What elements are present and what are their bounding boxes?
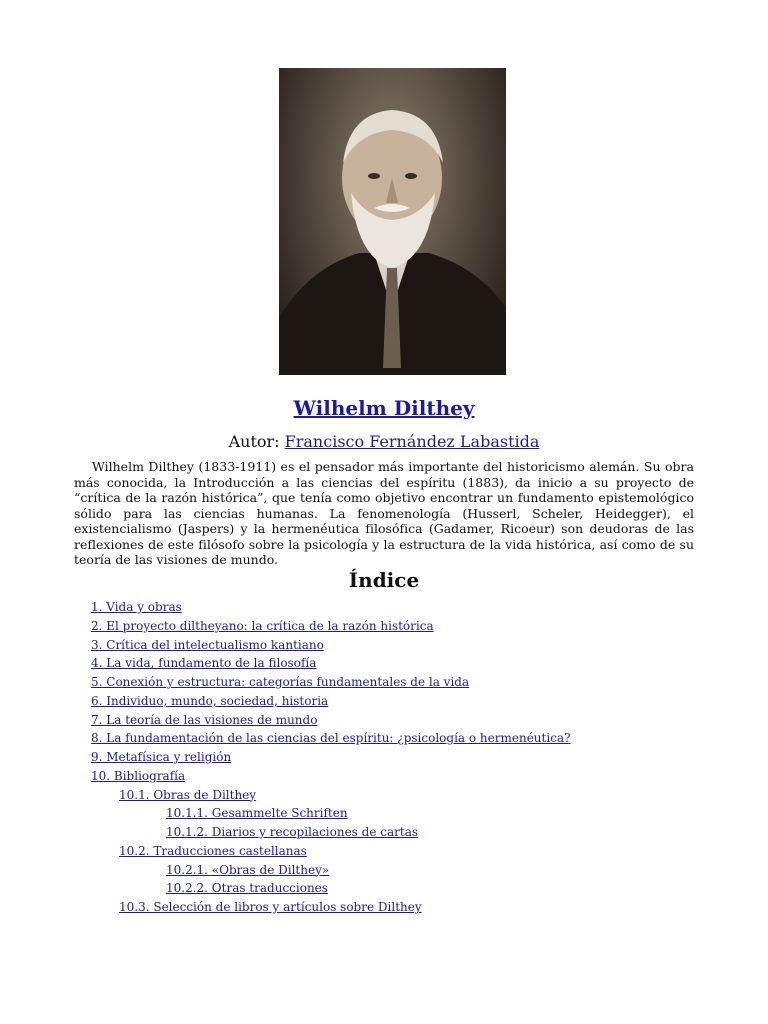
toc-link[interactable]: 10.1. Obras de Dilthey xyxy=(119,787,257,802)
toc-link[interactable]: 9. Metafísica y religión xyxy=(91,750,232,764)
author-label: Autor: xyxy=(228,432,280,451)
author-line xyxy=(0,432,768,451)
toc-link[interactable]: 10.2.1. «Obras de Dilthey» xyxy=(166,862,330,877)
article-title-link[interactable]: Wilhelm Dilthey xyxy=(293,396,475,420)
toc-link[interactable]: 7. La teoría de las visiones de mundo xyxy=(91,712,318,727)
toc-item xyxy=(91,769,185,783)
portrait-illustration xyxy=(279,68,506,375)
toc-item xyxy=(91,619,434,633)
abstract-paragraph: Wilhelm Dilthey (1833-1911) es el pensador más importante del historicismo alemán. Su obra más conocida, la Introducción a las ciencias del espíritu (1883), da inicio a su proyecto de “crítica de la razón histórica”, que tenía como objetivo encontrar un fundamento epistemológico sólido para las ciencias humanas. La fenomenología (Husserl, Scheler, Heidegger), el existencialismo (Jaspers) y la hermenéutica filosófica (Gadamer, Ricoeur) son deudoras de las reflexiones de este filósofo sobre la psicología y la estructura de la vida histórica, así como de su teoría de las visiones de mundo. xyxy=(74,459,694,567)
toc-item xyxy=(166,825,418,839)
toc-link[interactable]: 10.1.1. Gesammelte Schriften xyxy=(166,806,348,821)
article-title xyxy=(0,396,768,420)
toc-item xyxy=(119,900,422,914)
toc-link[interactable]: 4. La vida, fundamento de la filosofía xyxy=(91,656,317,671)
index-heading: Índice xyxy=(348,568,420,592)
toc-item xyxy=(91,750,231,764)
toc-link[interactable]: 10. Bibliografía xyxy=(91,768,186,783)
portrait-photo xyxy=(279,68,506,375)
toc-item xyxy=(91,731,571,745)
toc-item xyxy=(166,863,329,877)
toc-link[interactable]: 10.2. Traducciones castellanas xyxy=(119,843,307,858)
toc-item xyxy=(91,713,317,727)
toc-link[interactable]: 10.3. Selección de libros y artículos sobre Dilthey xyxy=(119,900,422,914)
toc-item xyxy=(91,600,182,614)
toc-item xyxy=(166,881,328,895)
toc-item xyxy=(91,638,324,652)
toc-link[interactable]: 8. La fundamentación de las ciencias del espíritu: ¿psicología o hermenéutica? xyxy=(91,731,571,746)
toc-link[interactable]: 10.2.2. Otras traducciones xyxy=(166,881,328,896)
toc-item xyxy=(119,844,307,858)
toc-item xyxy=(119,788,256,802)
toc-link[interactable]: 3. Crítica del intelectualismo kantiano xyxy=(91,637,324,652)
toc-link[interactable]: 1. Vida y obras xyxy=(91,600,182,614)
toc-link[interactable]: 6. Individuo, mundo, sociedad, historia xyxy=(91,693,329,708)
toc-item xyxy=(91,675,469,689)
toc-link[interactable]: 10.1.2. Diarios y recopilaciones de cartas xyxy=(166,825,418,839)
toc-link[interactable]: 5. Conexión y estructura: categorías fundamentales de la vida xyxy=(91,675,470,689)
toc-item xyxy=(166,806,348,820)
toc-item xyxy=(91,656,316,670)
author-link[interactable]: Francisco Fernández Labastida xyxy=(284,432,540,451)
toc-link[interactable]: 2. El proyecto diltheyano: la crítica de la razón histórica xyxy=(91,618,434,633)
toc-item xyxy=(91,694,328,708)
